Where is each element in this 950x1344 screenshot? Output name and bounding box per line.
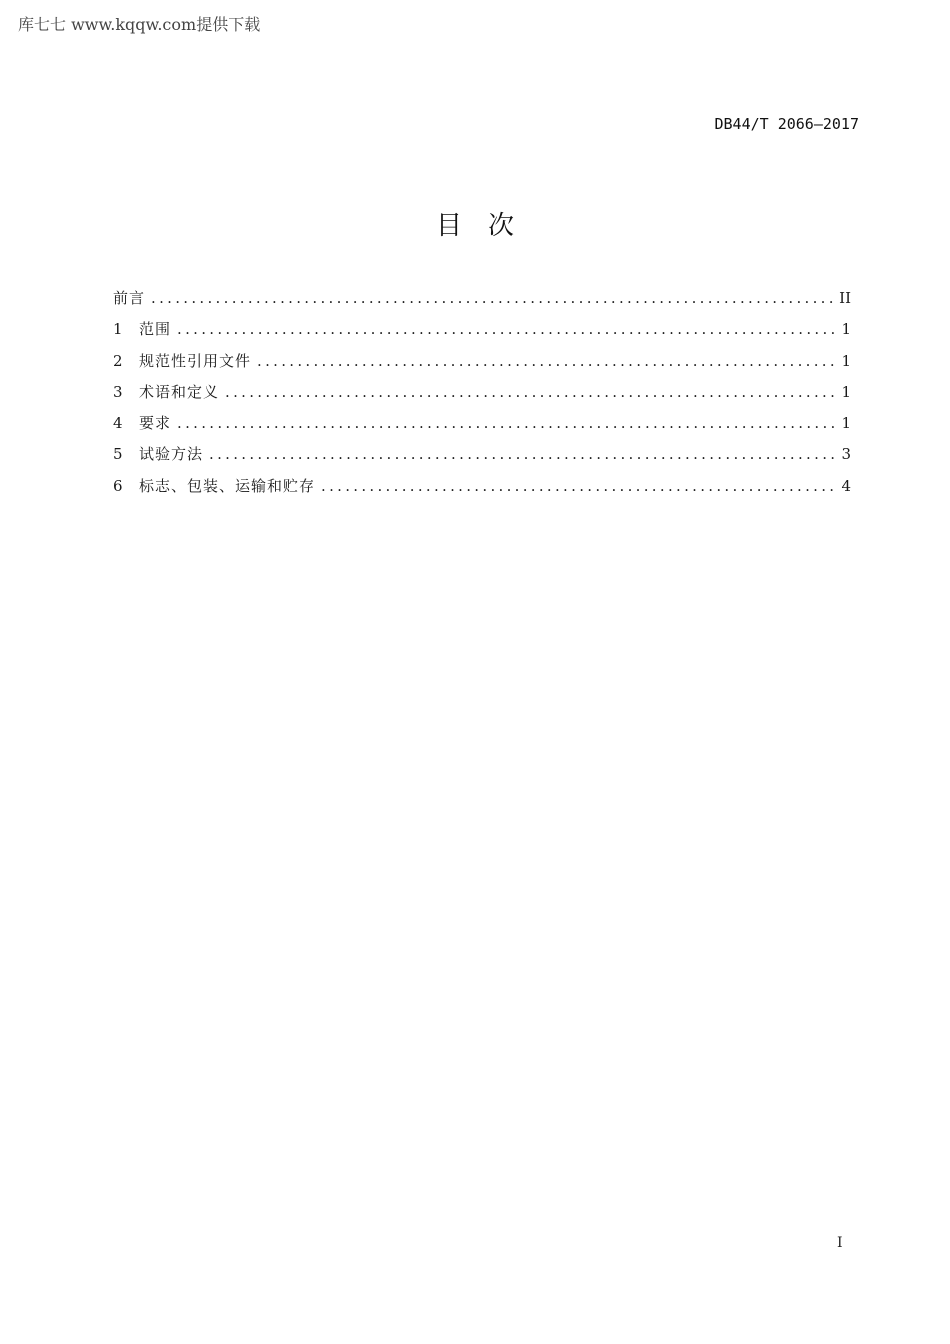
page-number: I: [837, 1235, 843, 1251]
table-of-contents: [113, 285, 851, 504]
toc-dot-leader: [321, 473, 835, 499]
toc-entry-title: 要求: [139, 414, 172, 433]
toc-entry-title: 规范性引用文件: [139, 351, 252, 370]
toc-entry-page: 4: [841, 476, 851, 495]
toc-entry-title: 术语和定义: [139, 382, 220, 401]
toc-entry-foreword[interactable]: [113, 285, 851, 316]
watermark-text: 库七七 www.kqqw.com提供下载: [18, 15, 261, 34]
toc-dot-leader: [177, 410, 835, 436]
toc-entry-page: 1: [841, 414, 851, 433]
toc-dot-leader: [151, 285, 833, 311]
standard-code: DB44/T 2066—2017: [714, 115, 859, 133]
toc-entry-page: II: [839, 289, 851, 307]
toc-entry-number: 5: [113, 445, 123, 464]
toc-entry-number: 4: [113, 414, 123, 433]
toc-entry-title: 范围: [139, 320, 172, 339]
toc-entry-number: 1: [113, 320, 123, 339]
toc-entry-test-methods[interactable]: [113, 441, 851, 472]
toc-entry-title: 前言: [113, 289, 146, 307]
toc-entry-number: 6: [113, 476, 123, 495]
toc-entry-number: 3: [113, 382, 123, 401]
toc-entry-number: 2: [113, 351, 123, 370]
toc-entry-scope[interactable]: [113, 316, 851, 347]
toc-entry-title: 试验方法: [139, 445, 204, 464]
toc-entry-requirements[interactable]: [113, 410, 851, 441]
toc-dot-leader: [225, 379, 835, 405]
toc-entry-marking-packaging[interactable]: [113, 473, 851, 504]
toc-entry-page: 1: [841, 382, 851, 401]
toc-entry-title: 标志、包装、运输和贮存: [139, 476, 316, 495]
toc-entry-normative-references[interactable]: [113, 348, 851, 379]
toc-dot-leader: [257, 348, 835, 374]
toc-dot-leader: [209, 441, 835, 467]
toc-entry-terms-definitions[interactable]: [113, 379, 851, 410]
toc-entry-page: 3: [841, 445, 851, 464]
page-title: 目次: [435, 211, 540, 241]
toc-entry-page: 1: [841, 320, 851, 339]
toc-dot-leader: [177, 316, 835, 342]
toc-entry-page: 1: [841, 351, 851, 370]
